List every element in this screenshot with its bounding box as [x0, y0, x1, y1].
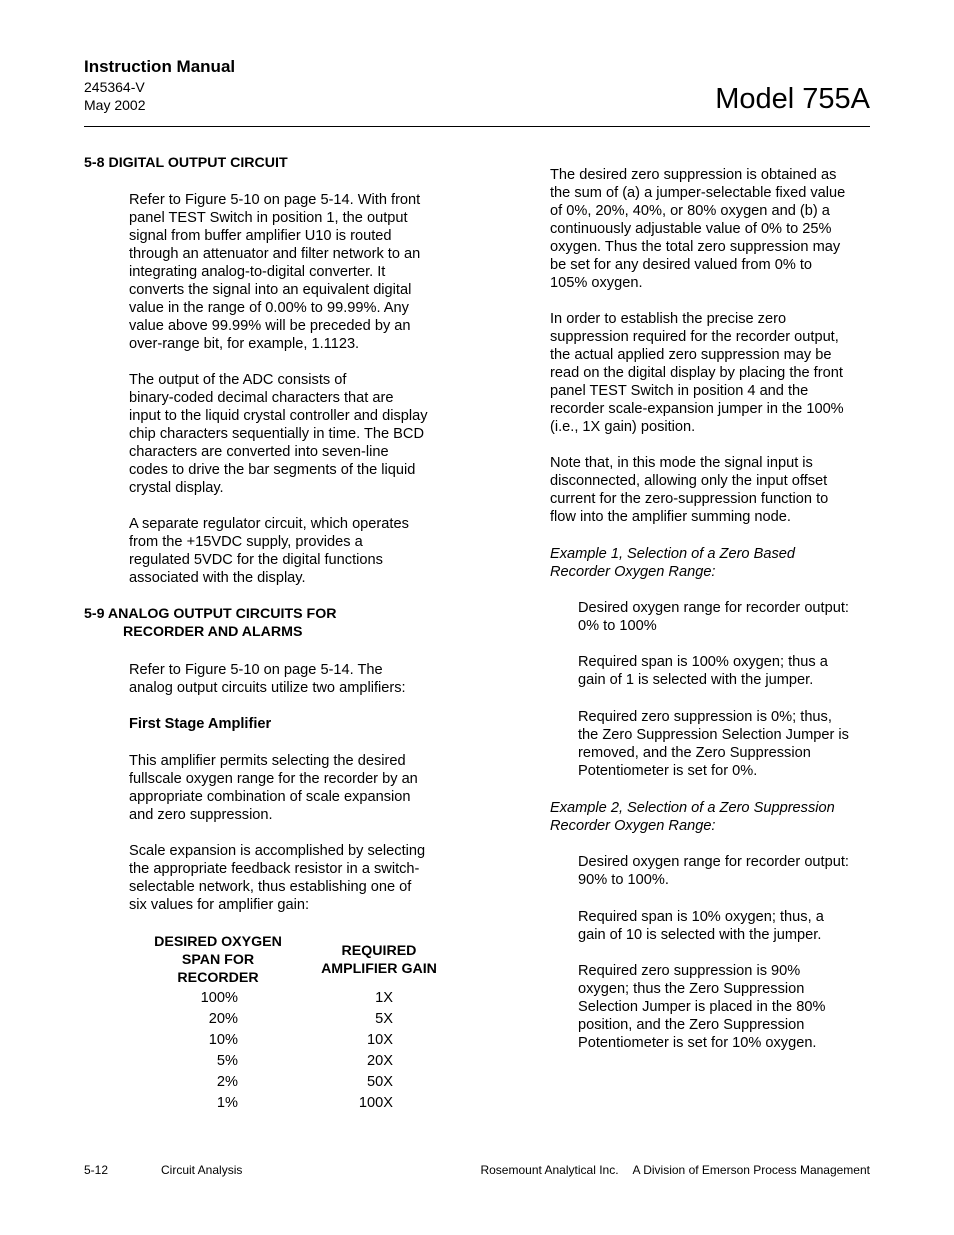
doc-date: May 2002	[84, 97, 146, 113]
section-5-8-paragraph-1	[129, 191, 459, 353]
text-line: Recorder Oxygen Range:	[550, 818, 716, 834]
section-5-9-paragraph-3	[129, 842, 459, 914]
text-line: The desired zero suppression is obtained as	[550, 167, 837, 183]
doc-info	[84, 78, 145, 114]
text-line: from the +15VDC supply, provides a	[129, 534, 363, 550]
text-line: Scale expansion is accomplished by selecting	[129, 843, 426, 859]
table-row	[140, 1095, 460, 1116]
text-line: oxygen; thus the Zero Suppression	[578, 981, 805, 997]
text-line: fullscale oxygen range for the recorder by an	[129, 771, 418, 787]
text-line: of 0%, 20%, 40%, or 80% oxygen and (b) a	[550, 203, 830, 219]
text-line: binary-coded decimal characters that are	[129, 390, 394, 406]
text-line: six values for amplifier gain:	[129, 897, 310, 913]
text-line: removed, and the Zero Suppression	[578, 745, 811, 761]
text-line: A separate regulator circuit, which operates	[129, 516, 409, 532]
text-line: value in the range of 0.00% to 99.99%. Any	[129, 300, 409, 316]
text-line: the appropriate feedback resistor in a switch-	[129, 861, 420, 877]
section-5-8-paragraph-2	[129, 371, 459, 497]
model-name: Model 755A	[715, 83, 870, 115]
text-line: Required zero suppression is 90%	[578, 963, 801, 979]
text-line: Example 2, Selection of a Zero Suppression	[550, 800, 835, 816]
text-line: Refer to Figure 5-10 on page 5-14. With front	[129, 192, 421, 208]
text-line: panel TEST Switch in position 1, the output	[129, 210, 408, 226]
text-line: codes to drive the bar segments of the liquid	[129, 462, 416, 478]
text-line: be set for any desired valued from 0% to	[550, 257, 813, 273]
text-line: disconnected, allowing only the input offset	[550, 473, 828, 489]
text-line: This amplifier permits selecting the desired	[129, 753, 406, 769]
text-line: Potentiometer is set for 10% oxygen.	[578, 1035, 817, 1051]
zero-suppression-paragraph-2	[550, 310, 870, 436]
text-line: value above 99.99% will be preceded by an	[129, 318, 411, 334]
text-line: analog output circuits utilize two amplifiers:	[129, 680, 406, 696]
example-2-range	[578, 853, 870, 889]
text-line: (i.e., 1X gain) position.	[550, 419, 696, 435]
text-line: over-range bit, for example, 1.1123.	[129, 336, 360, 352]
section-5-9-heading-line-1: 5-9 ANALOG OUTPUT CIRCUITS FOR	[84, 606, 337, 622]
text-line: Refer to Figure 5-10 on page 5-14. The	[129, 662, 383, 678]
text-line: Required span is 100% oxygen; thus a	[578, 654, 828, 670]
text-line: the actual applied zero suppression may be	[550, 347, 832, 363]
text-line: Note that, in this mode the signal input is	[550, 455, 813, 471]
manual-title: Instruction Manual	[84, 57, 236, 76]
text-line: 90% to 100%.	[578, 872, 669, 888]
first-stage-amplifier-heading: First Stage Amplifier	[129, 716, 272, 732]
section-5-9-paragraph-2	[129, 752, 459, 824]
text-line: gain of 1 is selected with the jumper.	[578, 672, 814, 688]
text-line: the sum of (a) a jumper-selectable fixed value	[550, 185, 846, 201]
table-row	[140, 1011, 460, 1032]
table-cell-span: 10%	[208, 1032, 238, 1048]
text-line: RECORDER	[177, 970, 259, 986]
text-line: signal from buffer amplifier U10 is routed	[129, 228, 392, 244]
example-2-zero	[578, 962, 870, 1052]
section-5-8-paragraph-3	[129, 515, 459, 587]
table-row	[140, 1074, 460, 1095]
table-body	[140, 990, 460, 1116]
text-line: REQUIRED	[341, 943, 417, 959]
text-line: flow into the amplifier summing node.	[550, 509, 791, 525]
text-line: Desired oxygen range for recorder output:	[578, 854, 849, 870]
text-line: converts the signal into an equivalent digital	[129, 282, 412, 298]
text-line: and zero suppression.	[129, 807, 273, 823]
table-cell-gain: 50X	[367, 1074, 393, 1090]
table-cell-span: 100%	[200, 990, 238, 1006]
text-line: through an attenuator and filter network to an	[129, 246, 421, 262]
table-cell-span: 20%	[208, 1011, 238, 1027]
text-line: the Zero Suppression Selection Jumper is	[578, 727, 849, 743]
footer-company-name: Rosemount Analytical Inc.	[480, 1163, 619, 1177]
text-line: The output of the ADC consists of	[129, 372, 347, 388]
text-line: Potentiometer is set for 0%.	[578, 763, 758, 779]
table-row	[140, 990, 460, 1011]
text-line: regulated 5VDC for the digital functions	[129, 552, 383, 568]
table-cell-gain: 1X	[375, 990, 393, 1006]
text-line: Selection Jumper is placed in the 80%	[578, 999, 826, 1015]
text-line: SPAN FOR	[181, 952, 255, 968]
text-line: current for the zero-suppression function to	[550, 491, 829, 507]
text-line: suppression required for the recorder output,	[550, 329, 839, 345]
table-row	[140, 1053, 460, 1074]
text-line: characters are converted into seven-line	[129, 444, 389, 460]
section-5-8-heading: 5-8 DIGITAL OUTPUT CIRCUIT	[84, 155, 288, 171]
table-cell-span: 1%	[216, 1095, 238, 1111]
zero-suppression-paragraph-1	[550, 166, 870, 292]
example-1-zero	[578, 708, 870, 780]
table-cell-span: 2%	[216, 1074, 238, 1090]
text-line: associated with the display.	[129, 570, 306, 586]
section-5-9-heading	[84, 605, 337, 641]
table-cell-gain: 10X	[367, 1032, 393, 1048]
table-cell-span: 5%	[216, 1053, 238, 1069]
footer-division: A Division of Emerson Process Management	[632, 1163, 870, 1177]
text-line: appropriate combination of scale expansion	[129, 789, 411, 805]
section-5-9-paragraph-1	[129, 661, 459, 697]
text-line: Required span is 10% oxygen; thus, a	[578, 909, 824, 925]
text-line: position, and the Zero Suppression	[578, 1017, 805, 1033]
text-line: Desired oxygen range for recorder output:	[578, 600, 849, 616]
example-2-span	[578, 908, 870, 944]
header-divider	[84, 126, 870, 127]
text-line: continuously adjustable value of 0% to 25%	[550, 221, 832, 237]
footer-page-number: 5-12	[84, 1163, 109, 1177]
text-line: In order to establish the precise zero	[550, 311, 787, 327]
text-line: oxygen. Thus the total zero suppression may	[550, 239, 841, 255]
text-line: gain of 10 is selected with the jumper.	[578, 927, 822, 943]
text-line: chip characters sequentially in time. The BCD	[129, 426, 424, 442]
table-row	[140, 1032, 460, 1053]
table-cell-gain: 100X	[358, 1095, 393, 1111]
table-header-gain	[308, 942, 450, 978]
table-header-span	[140, 933, 296, 987]
table-cell-gain: 20X	[367, 1053, 393, 1069]
doc-number: 245364-V	[84, 79, 145, 95]
footer-company	[480, 1163, 870, 1177]
section-5-9-heading-line-2: RECORDER AND ALARMS	[123, 624, 303, 640]
text-line: panel TEST Switch in position 4 and the	[550, 383, 809, 399]
text-line: recorder scale-expansion jumper in the 100%	[550, 401, 844, 417]
example-1-title	[550, 545, 870, 581]
text-line: input to the liquid crystal controller and display	[129, 408, 428, 424]
text-line: Recorder Oxygen Range:	[550, 564, 716, 580]
zero-suppression-paragraph-3	[550, 454, 870, 526]
example-2-title	[550, 799, 870, 835]
text-line: integrating analog-to-digital converter. It	[129, 264, 386, 280]
table-cell-gain: 5X	[375, 1011, 393, 1027]
text-line: read on the digital display by placing the front	[550, 365, 843, 381]
text-line: AMPLIFIER GAIN	[321, 961, 437, 977]
example-1-range	[578, 599, 870, 635]
footer-section: Circuit Analysis	[161, 1163, 243, 1177]
text-line: selectable network, thus establishing one of	[129, 879, 412, 895]
text-line: crystal display.	[129, 480, 224, 496]
example-1-span	[578, 653, 870, 689]
text-line: DESIRED OXYGEN	[154, 934, 282, 950]
text-line: Required zero suppression is 0%; thus,	[578, 709, 832, 725]
text-line: Example 1, Selection of a Zero Based	[550, 546, 795, 562]
text-line: 0% to 100%	[578, 618, 657, 634]
text-line: 105% oxygen.	[550, 275, 643, 291]
